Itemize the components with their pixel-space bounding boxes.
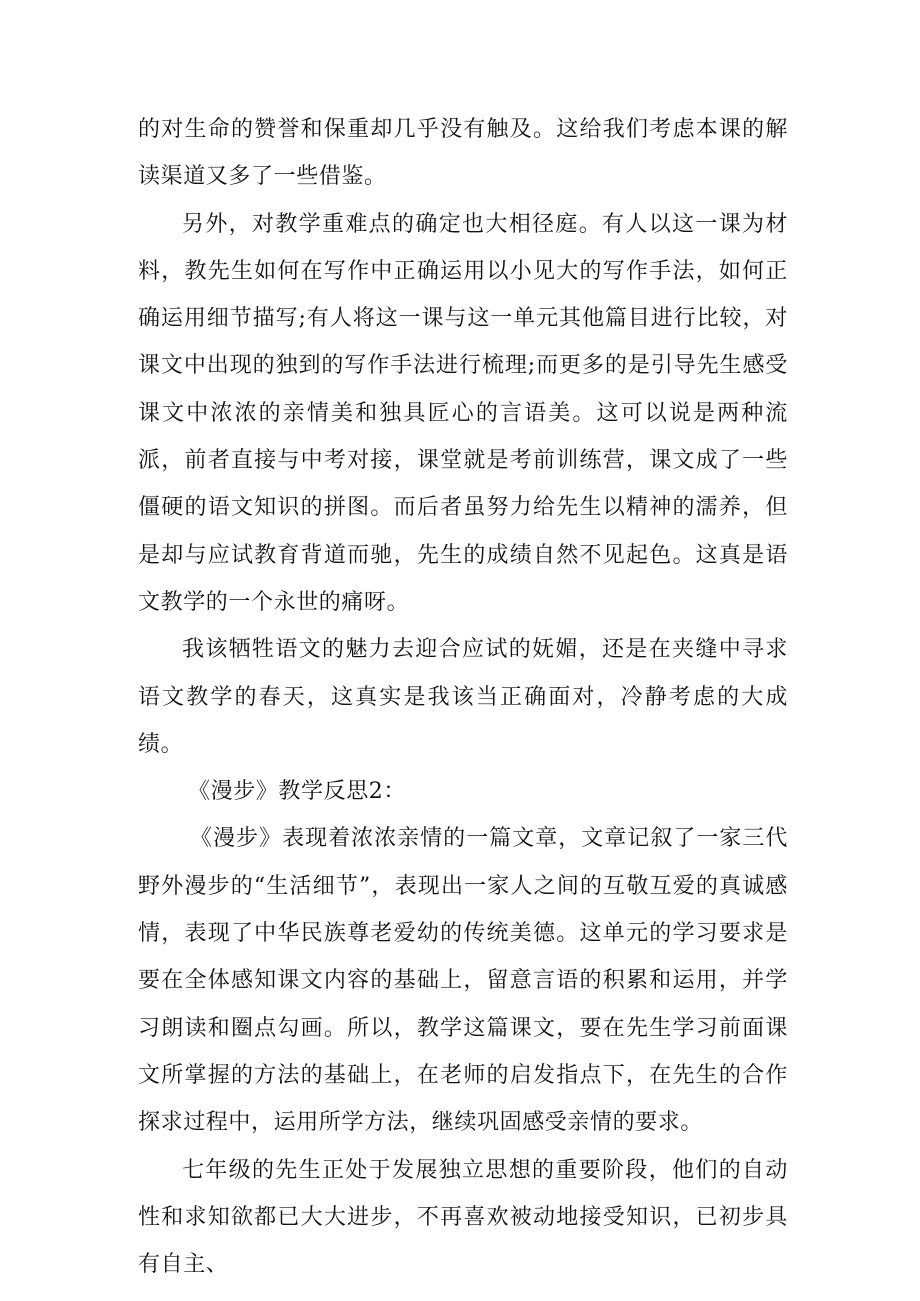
document-body xyxy=(138,106,788,1288)
paragraph-5: 七年级的先生正处于发展独立思想的重要阶段，他们的自动性和求知欲都已大大进步，不再喜欢被动地接受知识，已初步具有自主、 xyxy=(138,1157,788,1278)
paragraph-3: 我该牺牲语文的魅力去迎合应试的妩媚，还是在夹缝中寻求语文教学的春天，这真实是我该当正确面对，冷静考虑的大成绩。 xyxy=(138,637,788,757)
paragraph-4: 《漫步》表现着浓浓亲情的一篇文章，文章记叙了一家三代野外漫步的“生活细节”，表现出一家人之间的互敬互爱的真诚感情，表现了中华民族尊老爱幼的传统美德。这单元的学习要求是要在全体感知课文内容的基础上，留意言语的积累和运用，并学习朗读和圈点勾画。所以，教学这篇课文，要在先生学习前面课文所掌握的方法的基础上，在老师的启发指点下，在先生的合作探求过程中，运用所学方法，继续巩固感受亲情的要求。 xyxy=(138,826,788,1136)
section-heading: 《漫步》教学反思2： xyxy=(188,779,406,805)
paragraph-1: 的对生命的赞誉和保重却几乎没有触及。这给我们考虑本课的解读渠道又多了一些借鉴。 xyxy=(138,117,788,190)
paragraph-2: 另外，对教学重难点的确定也大相径庭。有人以这一课为材料，教先生如何在写作中正确运用以小见大的写作手法，如何正确运用细节描写;有人将这一课与这一单元其他篇目进行比较，对课文中出现的独到的写作手法进行梳理;而更多的是引导先生感受课文中浓浓的亲情美和独具匠心的言语美。这可以说是两种流派，前者直接与中考对接，课堂就是考前训练营，课文成了一些僵硬的语文知识的拼图。而后者虽努力给先生以精神的濡养，但是却与应试教育背道而驰，先生的成绩自然不见起色。这真是语文教学的一个永世的痛呀。 xyxy=(138,211,788,615)
